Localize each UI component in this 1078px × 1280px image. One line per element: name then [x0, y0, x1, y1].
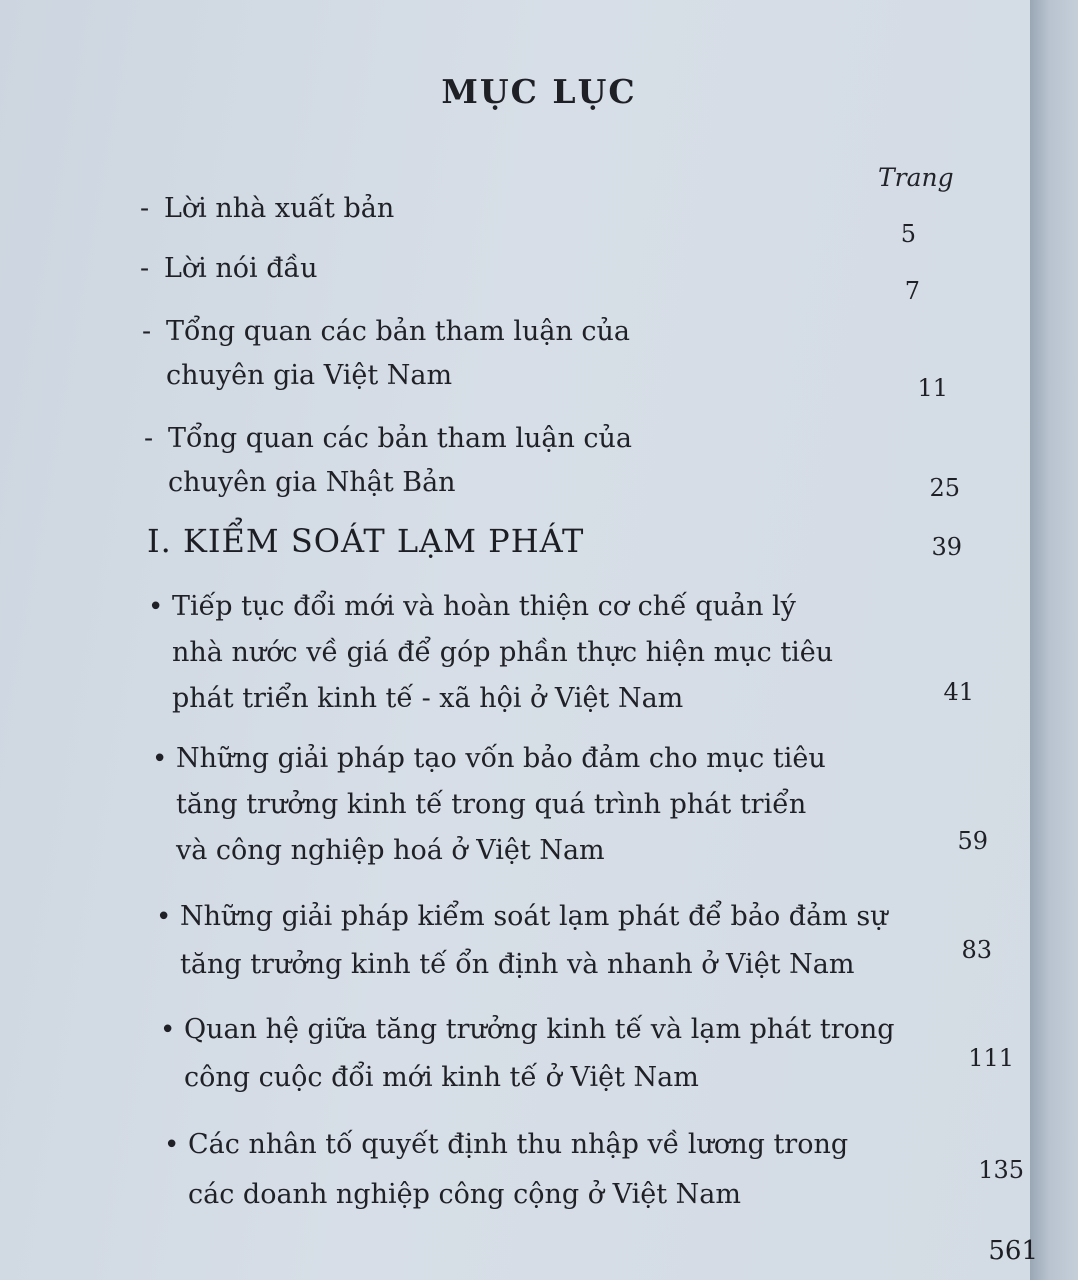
toc-entry [164, 1120, 904, 1220]
toc-page-number: 135 [978, 1156, 1024, 1184]
toc-entry-line: Quan hệ giữa tăng trưởng kinh tế và lạm phát trong [184, 1014, 895, 1045]
bullet-marker: • [148, 592, 164, 622]
page-column-header: Trang [878, 163, 954, 192]
toc-entry-line: tăng trưởng kinh tế trong quá trình phát triển [176, 789, 807, 820]
toc-entry [140, 247, 840, 291]
toc-page-number: 7 [904, 277, 920, 305]
toc-entry [142, 310, 842, 398]
section-heading: I. KIỂM SOÁT LẠM PHÁT [147, 522, 585, 560]
bullet-marker: • [164, 1130, 180, 1160]
bullet-marker: • [160, 1015, 176, 1045]
toc-entry-line: Những giải pháp kiểm soát lạm phát để bảo đảm sự [180, 901, 888, 932]
bullet-marker: • [152, 744, 168, 774]
toc-entry-line: công cuộc đổi mới kinh tế ở Việt Nam [184, 1062, 699, 1093]
toc-entry-line: Tổng quan các bản tham luận của [168, 423, 633, 454]
toc-entry-line: phát triển kinh tế - xã hội ở Việt Nam [172, 683, 684, 714]
toc-entry-line: Những giải pháp tạo vốn bảo đảm cho mục tiêu [176, 743, 826, 774]
toc-page-number: 111 [968, 1044, 1014, 1072]
toc-page-number: 11 [917, 374, 948, 402]
toc-page-number: 25 [929, 474, 960, 502]
toc-entry [140, 187, 840, 231]
toc-entry-line: Lời nói đầu [164, 253, 318, 284]
toc-page-number: 83 [961, 936, 992, 964]
page-folio-number: 561 [988, 1236, 1038, 1266]
toc-entry-line: nhà nước về giá để góp phần thực hiện mục tiêu [172, 637, 834, 668]
toc-page-number: 39 [931, 533, 962, 561]
dash-marker: - [140, 253, 150, 284]
dash-marker: - [140, 193, 150, 224]
toc-entry [152, 736, 892, 874]
toc-page-number: 59 [957, 827, 988, 855]
toc-entry [148, 584, 888, 722]
toc-entry-line: các doanh nghiệp công cộng ở Việt Nam [188, 1179, 741, 1210]
toc-page-number: 5 [900, 220, 916, 248]
toc-entry [160, 1006, 940, 1102]
bullet-marker: • [156, 902, 172, 932]
toc-entry-line: Lời nhà xuất bản [164, 193, 395, 224]
toc-page-number: 41 [943, 678, 974, 706]
toc-entry-line: chuyên gia Việt Nam [166, 360, 453, 391]
dash-marker: - [144, 423, 154, 454]
toc-entry-line: tăng trưởng kinh tế ổn định và nhanh ở Việt Nam [180, 949, 855, 980]
toc-entry-line: và công nghiệp hoá ở Việt Nam [176, 835, 605, 866]
toc-entry-line: chuyên gia Nhật Bản [168, 467, 456, 498]
toc-entry [156, 893, 936, 989]
toc-entry [144, 417, 844, 505]
toc-entry-line: Các nhân tố quyết định thu nhập về lương trong [188, 1129, 849, 1160]
page-edge [1030, 0, 1078, 1280]
page-title: MỤC LỤC [441, 72, 637, 111]
dash-marker: - [142, 316, 152, 347]
toc-entry-line: Tổng quan các bản tham luận của [166, 316, 631, 347]
toc-entry-line: Tiếp tục đổi mới và hoàn thiện cơ chế quản lý [172, 591, 796, 622]
